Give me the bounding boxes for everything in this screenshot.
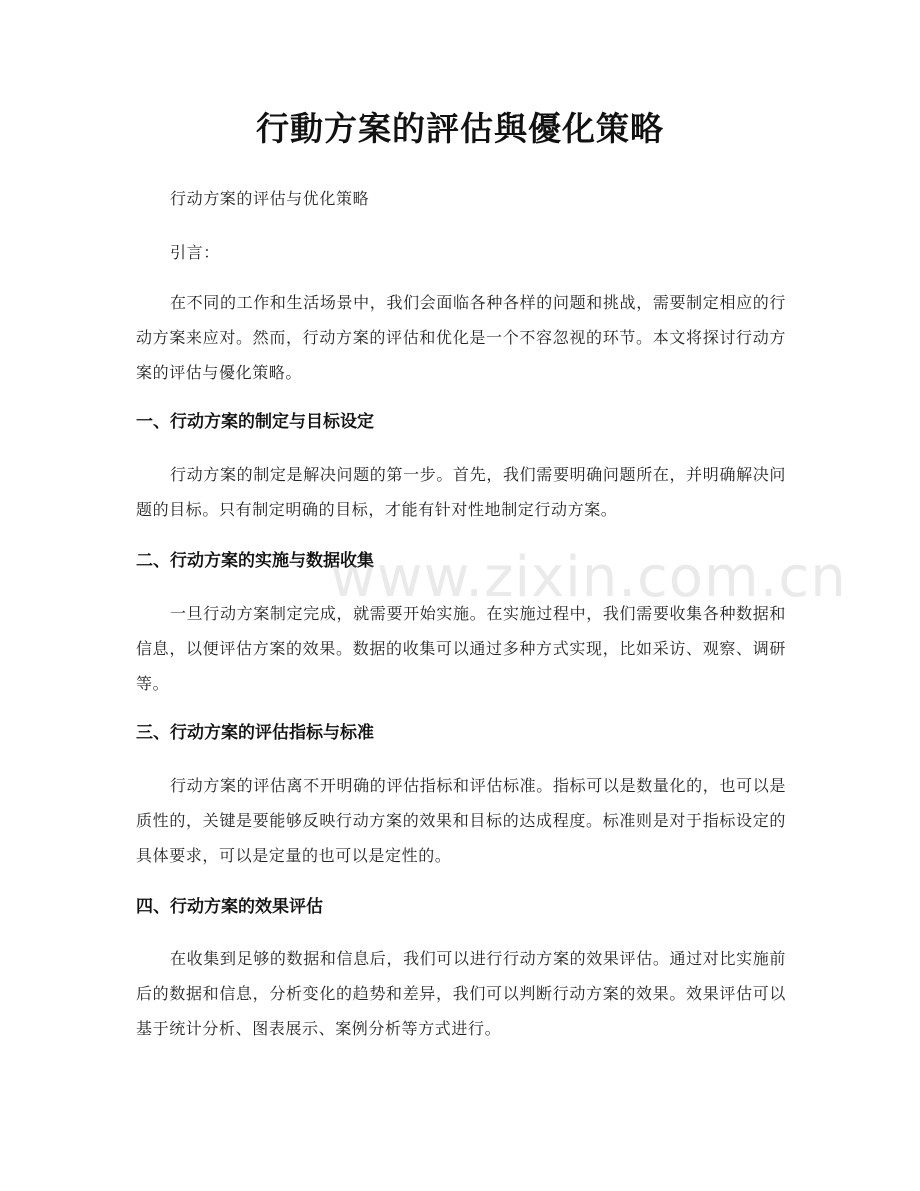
- intro-label: 引言：: [170, 243, 220, 262]
- section-heading-2: 二、行动方案的实施与数据收集: [136, 551, 374, 571]
- intro-paragraph: 在不同的工作和生活场景中，我们会面临各种各样的问题和挑战，需要制定相应的行动方案来应对。然而，行动方案的评估和优化是一个不容忽视的环节。本文将探讨行动方案的评估与優化策略。: [136, 293, 786, 382]
- subtitle-paragraph: 行动方案的评估与优化策略: [170, 189, 370, 208]
- watermark-text: www.zixin.com.cn: [330, 545, 847, 610]
- section-heading-4: 四、行动方案的效果评估: [136, 897, 323, 917]
- section-heading-3: 三、行动方案的评估指标与标准: [136, 723, 374, 743]
- document-title: 行動方案的評估與優化策略: [256, 109, 664, 148]
- section-text-1: 行动方案的制定是解决问题的第一步。首先，我们需要明确问题所在，并明确解决问题的目标。只有制定明确的目标，才能有针对性地制定行动方案。: [136, 465, 786, 519]
- section-text-3: 行动方案的评估离不开明确的评估指标和评估标准。指标可以是数量化的，也可以是质性的，关键是要能够反映行动方案的效果和目标的达成程度。标准则是对于指标设定的具体要求，可以是定量的也可以是定性的。: [136, 776, 786, 865]
- section-heading-1: 一、行动方案的制定与目标设定: [136, 412, 374, 432]
- section-text-4: 在收集到足够的数据和信息后，我们可以进行行动方案的效果评估。通过对比实施前后的数据和信息，分析变化的趋势和差异，我们可以判断行动方案的效果。效果评估可以基于统计分析、图表展示、案例分析等方式进行。: [136, 949, 786, 1038]
- section-text-2: 一旦行动方案制定完成，就需要开始实施。在实施过程中，我们需要收集各种数据和信息，以便评估方案的效果。数据的收集可以通过多种方式实现，比如采访、观察、调研等。: [136, 604, 786, 693]
